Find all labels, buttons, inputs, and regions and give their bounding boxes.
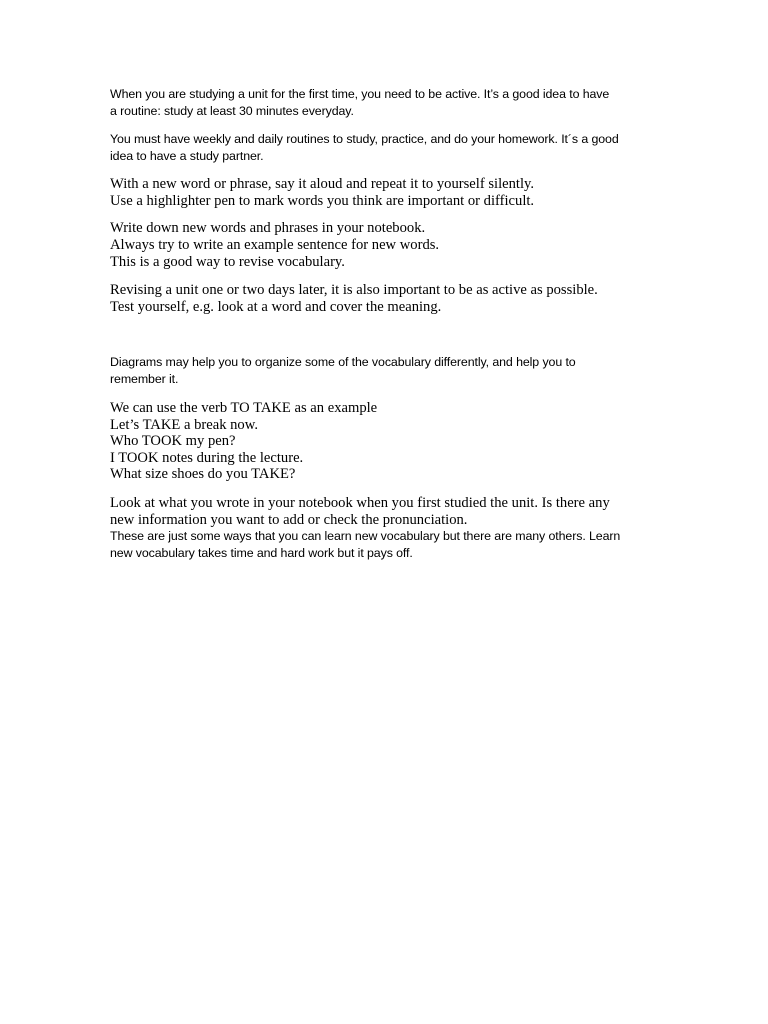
text-line: What size shoes do you TAKE? xyxy=(110,466,296,482)
text-line: Who TOOK my pen? xyxy=(110,433,236,449)
text-line: This is a good way to revise vocabulary. xyxy=(110,254,345,270)
text-line: Write down new words and phrases in your notebook. xyxy=(110,220,426,236)
text-line: We can use the verb TO TAKE as an example xyxy=(110,400,378,416)
text-line: idea to have a study partner. xyxy=(110,149,264,163)
text-line: Use a highlighter pen to mark words you think are important or difficult. xyxy=(110,193,535,209)
paragraph-new-word xyxy=(110,176,670,210)
paragraph-look-back xyxy=(110,495,670,528)
text-line: These are just some ways that you can learn new vocabulary but there are many others. Learn xyxy=(110,529,621,543)
paragraph-diagrams xyxy=(110,354,670,388)
paragraph-take-examples xyxy=(110,400,670,483)
text-line: a routine: study at least 30 minutes everyday. xyxy=(110,104,354,118)
paragraph-active-study xyxy=(110,86,670,120)
text-line: Revising a unit one or two days later, it is also important to be as active as possible. xyxy=(110,282,598,298)
paragraph-closing xyxy=(110,528,670,562)
text-line: You must have weekly and daily routines to study, practice, and do your homework. It´s a good xyxy=(110,132,619,146)
paragraph-routines xyxy=(110,131,670,165)
text-line: Always try to write an example sentence for new words. xyxy=(110,237,440,253)
text-line: Let’s TAKE a break now. xyxy=(110,416,258,433)
text-line: new information you want to add or check the pronunciation. xyxy=(110,511,468,528)
text-line: When you are studying a unit for the first time, you need to be active. It’s a good idea to have xyxy=(110,87,610,101)
text-line: With a new word or phrase, say it aloud and repeat it to yourself silently. xyxy=(110,176,535,192)
text-line: I TOOK notes during the lecture. xyxy=(110,449,304,466)
paragraph-revising xyxy=(110,282,670,316)
text-line: new vocabulary takes time and hard work but it pays off. xyxy=(110,546,413,560)
text-line: Test yourself, e.g. look at a word and cover the meaning. xyxy=(110,299,442,315)
text-line: remember it. xyxy=(110,372,179,386)
paragraph-notebook xyxy=(110,220,670,271)
text-line: Look at what you wrote in your notebook when you first studied the unit. Is there any xyxy=(110,495,610,511)
text-line: Diagrams may help you to organize some of the vocabulary differently, and help you to xyxy=(110,355,576,369)
